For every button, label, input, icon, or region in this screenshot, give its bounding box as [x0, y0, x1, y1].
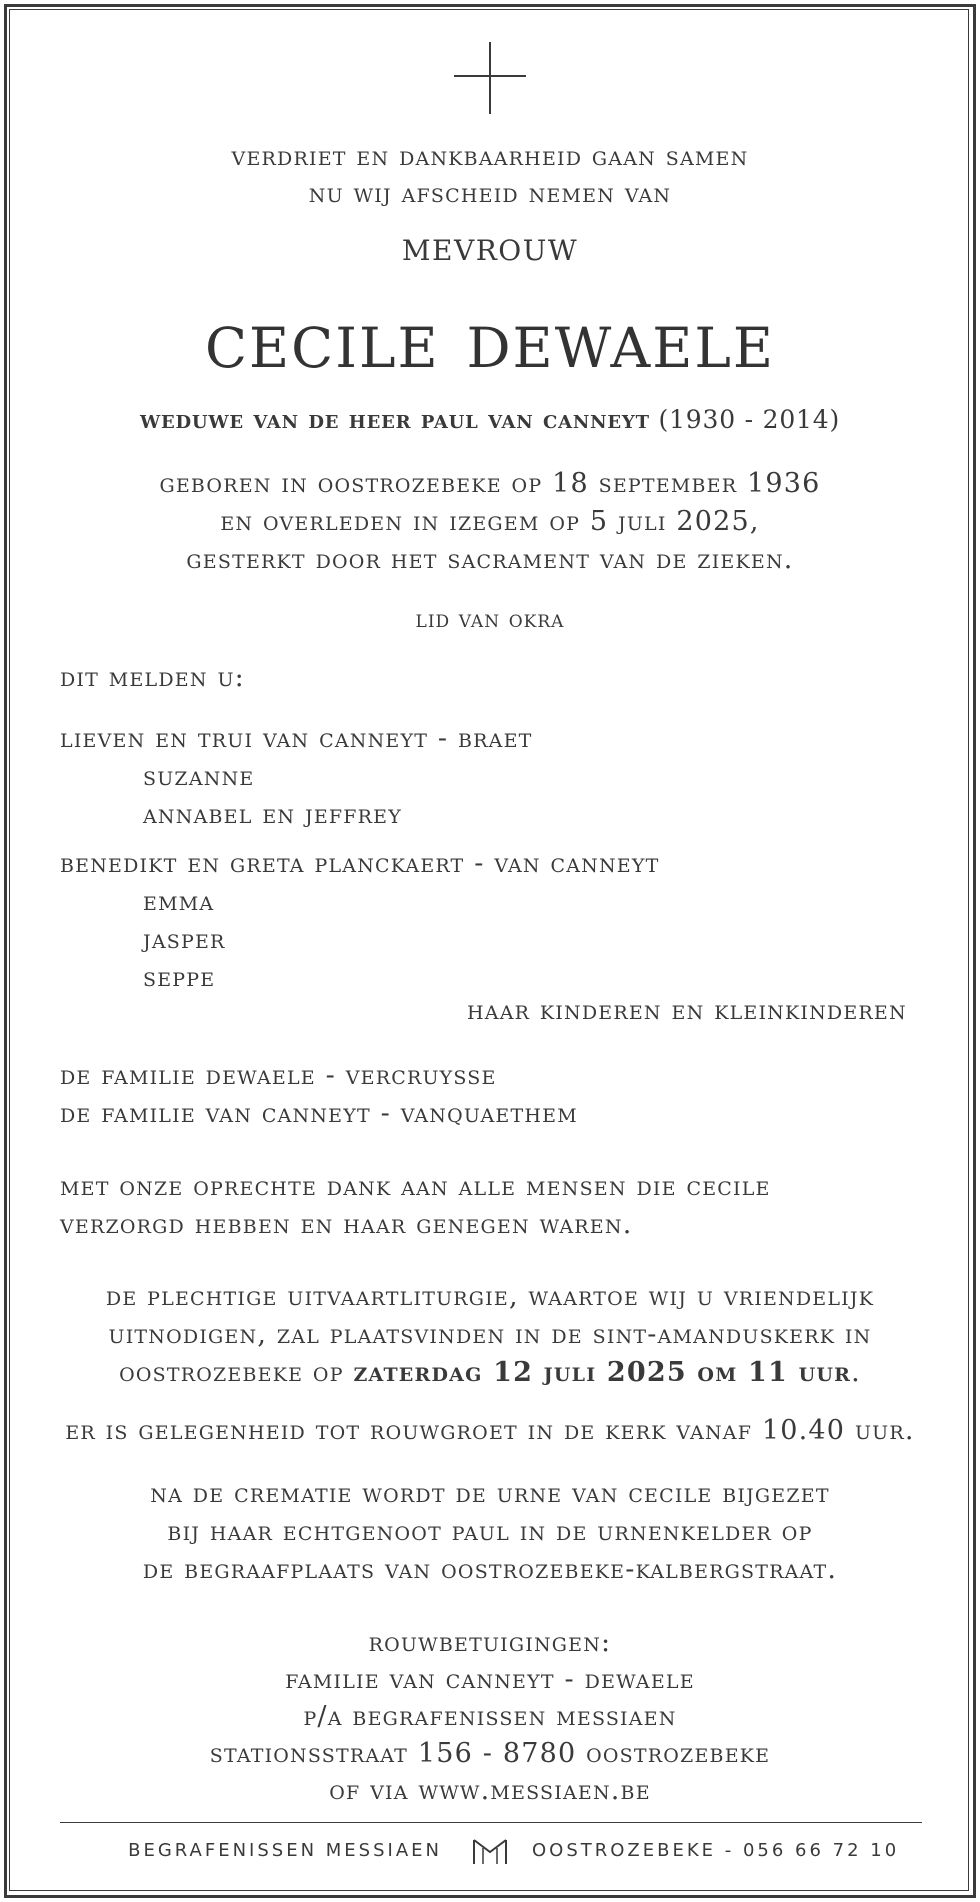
- cremation-text: [0, 1475, 980, 1589]
- widow-text: weduwe van de heer paul van canneyt: [139, 405, 650, 434]
- cross-icon: [454, 42, 526, 114]
- intro-line: verdriet en dankbaarheid gaan samen: [231, 141, 749, 172]
- contact-line: p/a begrafenissen messiaen: [303, 1701, 677, 1732]
- intro-text: [0, 138, 980, 212]
- liturgy-place: oostrozebeke op: [119, 1357, 354, 1388]
- family-line: de familie dewaele - vercruysse: [60, 1060, 497, 1091]
- liturgy-line: uitnodigen, zal plaatsvinden in de sint-amanduskerk in: [108, 1319, 872, 1350]
- contact-link[interactable]: of via www.messiaen.be: [329, 1775, 651, 1806]
- rouwgroet-text: er is gelegenheid tot rouwgroet in de kerk vanaf 10.40 uur.: [65, 1415, 915, 1446]
- membership: lid van okra: [415, 605, 565, 633]
- footer-divider: [60, 1822, 922, 1823]
- intro-line: nu wij afscheid nemen van: [308, 178, 672, 209]
- widow-years: (1930 - 2014): [658, 405, 841, 434]
- grandchild: jasper: [143, 924, 226, 955]
- thanks-line: met onze oprechte dank aan alle mensen die cecile: [60, 1171, 771, 1202]
- birth-death-text: [0, 465, 980, 579]
- children-label: haar kinderen en kleinkinderen: [467, 995, 907, 1026]
- footer-phone: OOSTROZEBEKE - 056 66 72 10: [532, 1840, 900, 1861]
- born-line: en overleden in izegem op 5 juli 2025,: [220, 506, 760, 537]
- liturgy-date: zaterdag 12 juli 2025 om 11 uur: [353, 1357, 852, 1388]
- footer: [0, 1836, 980, 1866]
- liturgy-line: [0, 1354, 980, 1392]
- messiaen-logo-icon: [470, 1836, 510, 1866]
- grandchild: seppe: [143, 962, 216, 993]
- grandchild: annabel en jeffrey: [143, 799, 402, 830]
- family-block: [60, 720, 533, 834]
- grandchild: suzanne: [143, 761, 255, 792]
- extended-families: [60, 1057, 578, 1133]
- title-prefix: MEVROUW: [401, 234, 579, 267]
- contact-line: rouwbetuigingen:: [368, 1627, 612, 1658]
- contact-block: [0, 1624, 980, 1809]
- contact-line: familie van canneyt - dewaele: [285, 1664, 695, 1695]
- family-head: benedikt en greta planckaert - van canneyt: [60, 848, 660, 879]
- born-line: geboren in oostrozebeke op 18 september 1936: [159, 468, 821, 499]
- contact-line: stationsstraat 156 - 8780 oostrozebeke: [209, 1738, 771, 1769]
- deceased-name: cecile dewaele: [204, 296, 776, 386]
- cremation-line: de begraafplaats van oostrozebeke-kalbergstraat.: [142, 1554, 838, 1585]
- thanks-text: [60, 1168, 771, 1244]
- liturgy-line: de plechtige uitvaartliturgie, waartoe wij u vriendelijk: [105, 1281, 875, 1312]
- liturgy-end: .: [851, 1357, 861, 1388]
- family-head: lieven en trui van canneyt - braet: [60, 723, 533, 754]
- thanks-line: verzorgd hebben en haar genegen waren.: [60, 1209, 633, 1240]
- cremation-line: na de crematie wordt de urne van cecile bijgezet: [150, 1478, 830, 1509]
- family-line: de familie van canneyt - vanquaethem: [60, 1098, 578, 1129]
- widow-line: [0, 405, 980, 434]
- liturgy-text: [0, 1278, 980, 1392]
- footer-company: BEGRAFENISSEN MESSIAEN: [128, 1840, 442, 1861]
- family-block: [60, 845, 659, 997]
- born-line: gesterkt door het sacrament van de zieken.: [186, 544, 794, 575]
- cremation-line: bij haar echtgenoot paul in de urnenkelder op: [167, 1516, 813, 1547]
- announce-heading: dit melden u:: [60, 662, 245, 693]
- grandchild: emma: [143, 886, 215, 917]
